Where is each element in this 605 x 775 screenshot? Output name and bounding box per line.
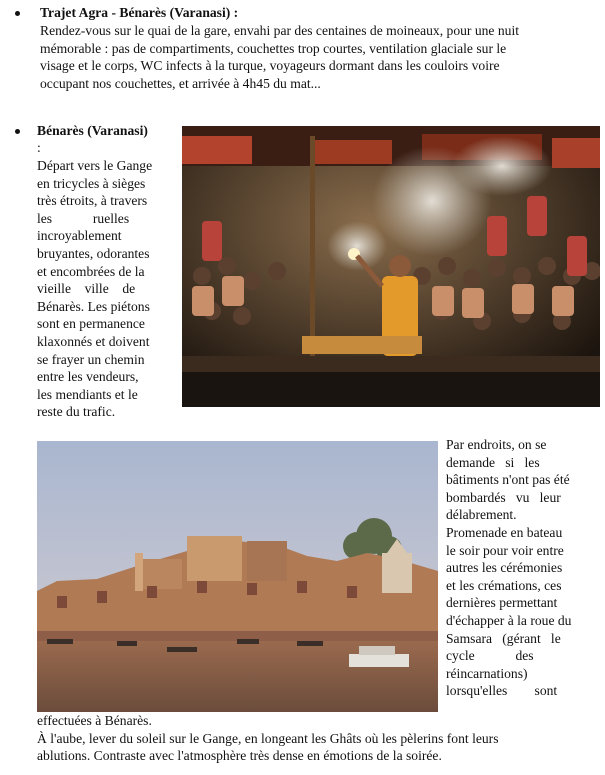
text-line: bâtiments n'ont pas été <box>446 472 570 488</box>
text-line: entre les vendeurs, <box>37 369 139 385</box>
text-line: klaxonnés et doivent <box>37 333 150 349</box>
section2-right-column <box>446 436 598 700</box>
text-line: se frayer un chemin <box>37 351 145 367</box>
text-line: cycle des <box>446 648 534 664</box>
bullet-2 <box>15 129 20 134</box>
text-line: visage et le corps, WC infects à la turque, voyageurs dormant dans les couloirs voire <box>40 58 500 74</box>
text-line: dernières permettant <box>446 595 558 611</box>
text-line: et les crémations, ces <box>446 577 562 593</box>
text-line: incroyablement <box>37 228 122 244</box>
section2-bottom-paragraph <box>37 712 597 765</box>
section2-left-column <box>37 157 173 421</box>
text-line: sont en permanence <box>37 316 145 332</box>
text-line: d'échapper à la roue du <box>446 612 572 628</box>
text-line: ablutions. Contraste avec l'atmosphère très dense en émotions de la soirée. <box>37 748 442 764</box>
text-line: vieille ville de <box>37 281 136 297</box>
ghats-photo <box>37 441 438 712</box>
ceremony-photo <box>182 126 600 407</box>
text-line: le soir pour voir entre <box>446 542 564 558</box>
text-line: À l'aube, lever du soleil sur le Gange, en longeant les Ghâts où les pèlerins font leurs <box>37 730 499 746</box>
text-line: bombardés vu leur <box>446 489 561 505</box>
text-line: et encombrées de la <box>37 263 145 279</box>
text-line: Bénarès. Les piétons <box>37 298 150 314</box>
section2-heading: Bénarès (Varanasi) <box>37 123 148 138</box>
text-line: délabrement. <box>446 507 517 523</box>
text-line: Départ vers le Gange <box>37 158 153 173</box>
bullet-1 <box>15 11 20 16</box>
text-line: occupant nos couchettes, et arrivée à 4h45 du mat... <box>40 75 321 91</box>
text-line: reste du trafic. <box>37 404 116 420</box>
text-line: lorsqu'elles sont <box>446 683 558 699</box>
section1-heading: Trajet Agra - Bénarès (Varanasi) : <box>40 5 239 20</box>
text-line: mémorable : pas de compartiments, couchettes trop courtes, ventilation glaciale sur le <box>40 40 507 56</box>
text-line: Par endroits, on se <box>446 437 547 452</box>
section1-paragraph <box>40 22 596 92</box>
text-line: Rendez-vous sur le quai de la gare, envahi par des centaines de moineaux, pour une nuit <box>40 23 520 38</box>
text-line: très étroits, à travers <box>37 193 148 209</box>
text-line: réincarnations) <box>446 665 528 681</box>
text-line: en tricycles à sièges <box>37 175 146 191</box>
text-line: autres les cérémonies <box>446 560 563 576</box>
text-line: Samsara (gérant le <box>446 630 561 646</box>
text-line: Promenade en bateau <box>446 524 563 540</box>
text-line: les ruelles <box>37 210 130 226</box>
text-line: effectuées à Bénarès. <box>37 713 152 728</box>
text-line: les mendiants et le <box>37 386 138 402</box>
text-line: bruyantes, odorantes <box>37 245 150 261</box>
text-line: demande si les <box>446 454 540 470</box>
section2-heading-colon: : <box>37 140 41 155</box>
